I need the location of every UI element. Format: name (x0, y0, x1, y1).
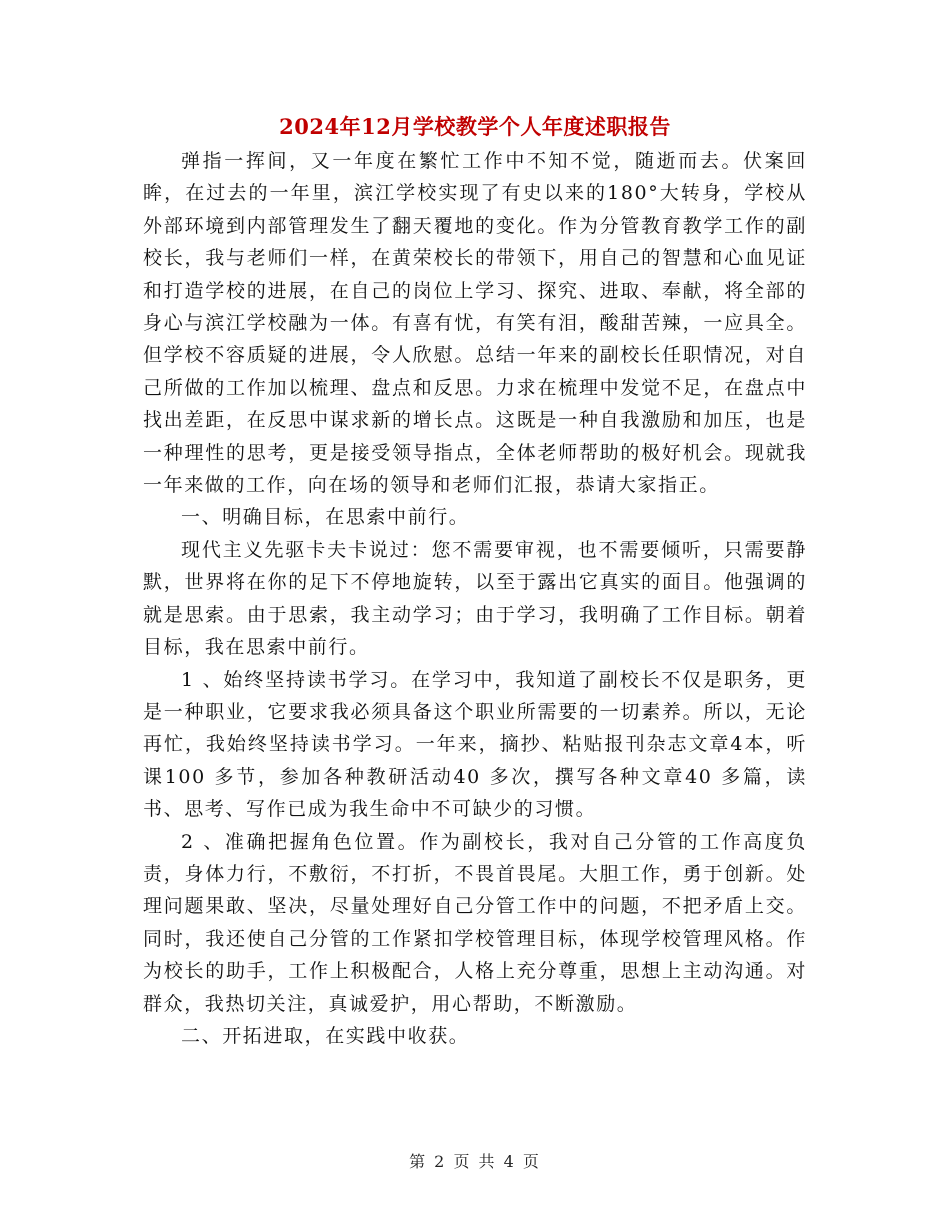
paragraph-item-2: 2 、准确把握角色位置。作为副校长，我对自己分管的工作高度负责，身体力行，不敷衍，不打折，不畏首畏尾。大胆工作，勇于创新。处理问题果敢、坚决，尽量处理好自己分管工作中的问题，不把矛盾上交。同时，我还使自己分管的工作紧扣学校管理目标，体现学校管理风格。作为校长的助手，工作上积极配合，人格上充分尊重，思想上主动沟通。对群众，我热切关注，真诚爱护，用心帮助，不断激励。 (143, 830, 807, 1015)
section-heading-1: 一、明确目标，在思索中前行。 (181, 506, 470, 529)
paragraph-intro: 弹指一挥间，又一年度在繁忙工作中不知不觉，随逝而去。伏案回眸，在过去的一年里，滨江学校实现了有史以来的180°大转身，学校从外部环境到内部管理发生了翻天覆地的变化。作为分管教育教学工作的副校长，我与老师们一样，在黄荣校长的带领下，用自己的智慧和心血见证和打造学校的进展，在自己的岗位上学习、探究、进取、奉献，将全部的身心与滨江学校融为一体。有喜有忧，有笑有泪，酸甜苦辣，一应具全。但学校不容质疑的进展，令人欣慰。总结一年来的副校长任职情况，对自己所做的工作加以梳理、盘点和反思。力求在梳理中发觉不足，在盘点中找出差距，在反思中谋求新的增长点。这既是一种自我激励和加压，也是一种理性的思考，更是接受领导指点，全体老师帮助的极好机会。现就我一年来做的工作，向在场的领导和老师们汇报，恭请大家指正。 (143, 150, 807, 497)
paragraph-item-1: 1 、始终坚持读书学习。在学习中，我知道了副校长不仅是职务，更是一种职业，它要求我必须具备这个职业所需要的一切素养。所以，无论再忙，我始终坚持读书学习。一年来，摘抄、粘贴报刊杂志文章4本，听课100 多节，参加各种教研活动40 多次，撰写各种文章40 多篇，读书、思考、写作已成为我生命中不可缺少的习惯。 (143, 668, 807, 821)
document-body (143, 145, 807, 1052)
page-number-footer: 第 2 页 共 4 页 (409, 1152, 541, 1171)
page-title: 2024年12月学校教学个人年度述职报告 (279, 114, 671, 139)
paragraph-kafka-quote: 现代主义先驱卡夫卡说过：您不需要审视，也不需要倾听，只需要静默，世界将在你的足下不停地旋转，以至于露出它真实的面目。他强调的就是思索。由于思索，我主动学习；由于学习，我明确了工作目标。朝着目标，我在思索中前行。 (143, 538, 807, 659)
section-heading-2: 二、开拓进取，在实践中收获。 (181, 1024, 470, 1047)
